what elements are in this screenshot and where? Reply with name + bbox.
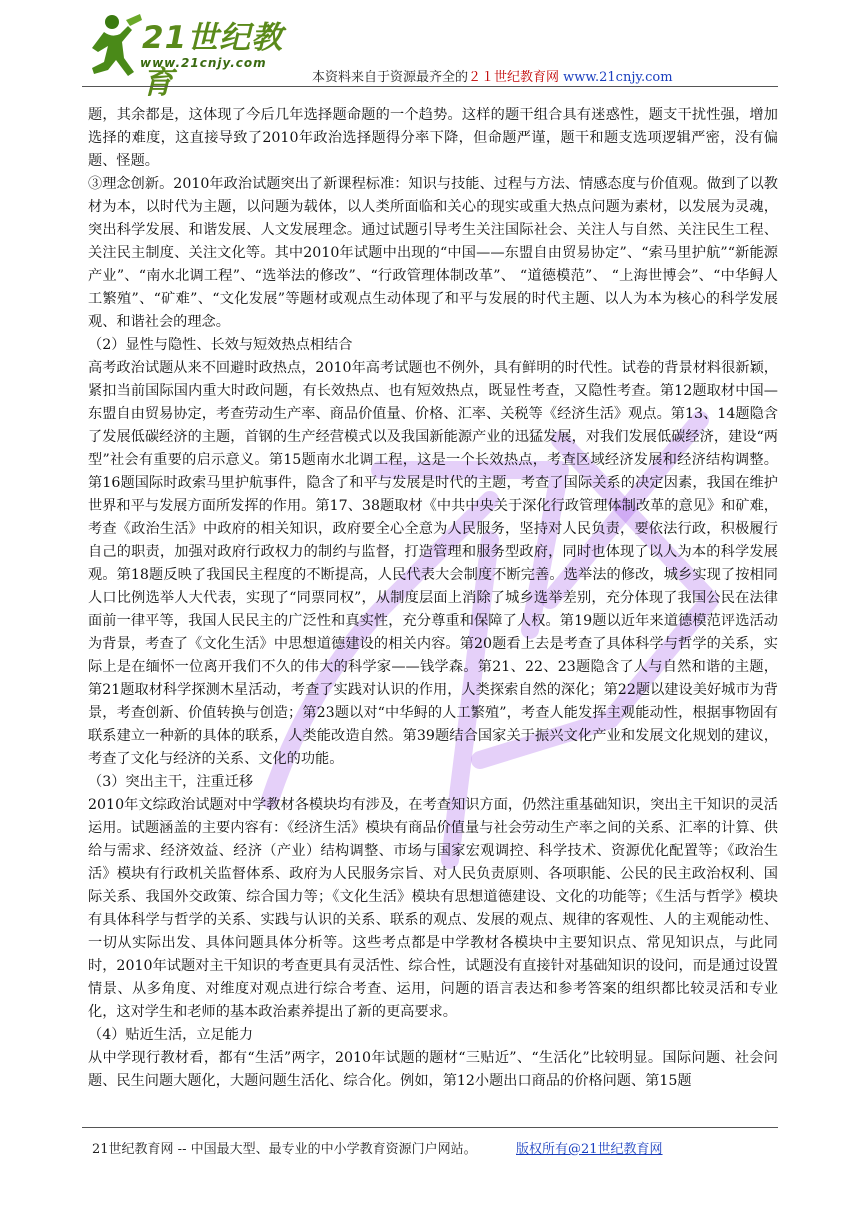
paragraph-3: 高考政治试题从来不回避时政热点，2010年高考试题也不例外，具有鲜明的时代性。试卷的背景材料很新颖，紧扣当前国际国内重大时政问题，有长效热点、也有短效热点，既显性考查，又隐性考查。第12题取材中国—东盟自由贸易协定，考查劳动生产率、商品价值量、价格、汇率、关税等《经济生活》观点。第13、14题隐含了发展低碳经济的主题，首钢的生产经营模式以及我国新能源产业的迅猛发展，对我们发展低碳经济，建设“两型”社会有重要的启示意义。第15题南水北调工程，这是一个长效热点，考查区域经济发展和经济结构调整。第16题国际时政索马里护航事件，隐含了和平与发展是时代的主题，考查了国际关系的决定因素，我国在维护世界和平与发展方面所发挥的作用。第17、38题取材《中共中央关于深化行政管理体制改革的意见》和矿难，考查《政治生活》中政府的相关知识，政府要全心全意为人民服务，坚持对人民负责，要依法行政，积极履行自己的职责，加强对政府行政权力的制约与监督，打造管理和服务型政府，同时也体现了以人为本的科学发展观。第18题反映了我国民主程度的不断提高，人民代表大会制度不断完善。选举法的修改，城乡实现了按相同人口比例选举人大代表，实现了“同票同权”，从制度层面上消除了城乡选举差别，充分体现了我国公民在法律面前一律平等，我国人民民主的广泛性和真实性，充分尊重和保障了人权。第19题以近年来道德模范评选活动为背景，考查了《文化生活》中思想道德建设的相关内容。第20题看上去是考查了具体科学与哲学的关系，实际上是在缅怀一位离开我们不久的伟大的科学家——钱学森。第21、22、23题隐含了人与自然和谐的主题，第21题取材科学探测木星活动，考查了实践对认识的作用，人类探索自然的深化；第22题以建设美好城市为背景，考查创新、价值转换与创造；第23题以对“中华鲟的人工繁殖”，考查人能发挥主观能动性，根据事物固有联系建立一种新的具体的联系，人类能改造自然。第39题结合国家关于振兴文化产业和发展文化规划的建议，考查了文化与经济的关系、文化的功能。 — [88, 360, 778, 767]
section-heading-4: （4）贴近生活，立足能力 — [88, 1027, 254, 1043]
section-heading-3: （3）突出主干，注重迁移 — [88, 774, 254, 790]
logo-title: 21世纪教育 — [142, 20, 284, 101]
paragraph-2: ③理念创新。2010年政治试题突出了新课程标准：知识与技能、过程与方法、情感态度与价值观。做到了以教材为本，以时代为主题，以问题为载体，以人类所面临和关心的现实或重大热点问题为素材，以发展为灵魂，突出科学发展、和谐发展、人文发展理念。通过试题引导考生关注国际社会、关注人与自然、关注民生工程、关注民主制度、关注文化等。其中2010年试题中出现的“中国——东盟自由贸易协定”、“索马里护航”“新能源产业”、“南水北调工程”、“选举法的修改”、“行政管理体制改革”、 “道德模范”、 “上海世博会”、“中华鲟人工繁殖”、“矿难”、“文化发展”等题材或观点生动体现了和平与发展的时代主题、以人为本为核心的科学发展观、和谐社会的理念。 — [88, 176, 778, 330]
source-site: ２１世纪教育网 — [468, 70, 560, 85]
source-url-link[interactable]: www.21cnjy.com — [563, 70, 673, 85]
site-logo[interactable] — [82, 12, 312, 101]
source-note — [312, 66, 673, 85]
section-heading-2: （2）显性与隐性、长效与短效热点相结合 — [88, 337, 353, 353]
logo-subtitle: www.21cnjy.com — [140, 56, 267, 70]
copyright-link[interactable]: 版权所有@21世纪教育网 — [516, 1142, 663, 1157]
header-divider — [82, 86, 778, 87]
source-prefix: 本资料来自于资源最齐全的 — [312, 70, 469, 85]
page-header — [0, 0, 860, 101]
paragraph-1: 题，其余都是，这体现了今后几年选择题命题的一个趋势。这样的题干组合具有迷惑性，题支干扰性强，增加选择的难度，这直接导致了2010年政治选择题得分率下降，但命题严谨，题干和题支选项逻辑严密，没有偏题、怪题。 — [88, 107, 778, 169]
article-body — [88, 104, 778, 1093]
footer-text: 21世纪教育网 -- 中国最大型、最专业的中小学教育资源门户网站。 — [92, 1142, 477, 1157]
runner-icon — [82, 12, 146, 82]
paragraph-4: 2010年文综政治试题对中学教材各模块均有涉及，在考查知识方面，仍然注重基础知识，突出主干知识的灵活运用。试题涵盖的主要内容有：《经济生活》模块有商品价值量与社会劳动生产率之间的关系、汇率的计算、供给与需求、经济效益、经济（产业）结构调整、市场与国家宏观调控、科学技术、资源优化配置等；《政治生活》模块有行政机关监督体系、政府为人民服务宗旨、对人民负责原则、各项职能、公民的民主政治权利、国际关系、我国外交政策、综合国力等；《文化生活》模块有思想道德建设、文化的功能等；《生活与哲学》模块有具体科学与哲学的关系、实践与认识的关系、联系的观点、发展的观点、规律的客观性、人的主观能动性、一切从实际出发、具体问题具体分析等。这些考点都是中学教材各模块中主要知识点、常见知识点，与此同时，2010年试题对主干知识的考查更具有灵活性、综合性，试题没有直接针对基础知识的设问，而是通过设置情景、从多角度、对维度对观点进行综合考查、运用，问题的语言表达和参考答案的组织都比较灵活和专业化，这对学生和老师的基本政治素养提出了新的更高要求。 — [88, 797, 778, 1020]
footer-divider — [82, 1127, 778, 1128]
paragraph-5: 从中学现行教材看，都有“生活”两字，2010年试题的题材“三贴近”、“生活化”比较明显。国际问题、社会问题、民生问题大题化，大题问题生活化、综合化。例如，第12小题出口商品的价格问题、第15题 — [88, 1050, 778, 1089]
